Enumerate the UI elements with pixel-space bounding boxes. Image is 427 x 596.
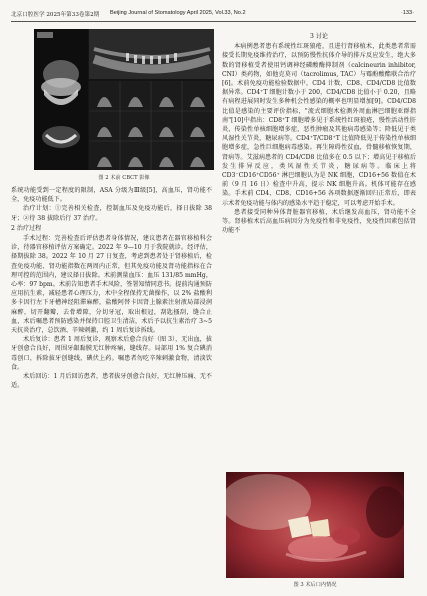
intraoral-photo-art	[226, 472, 404, 578]
figure-2-cbct	[34, 29, 214, 170]
left-column	[11, 186, 212, 390]
left-paragraph-1: 系统功能受到一定程度的限制，ASA 分级为Ⅲ级[5]，高血压，肾功能不全，免疫功能低下。	[11, 187, 212, 204]
right-paragraph-2: 患者接受同种异体肾脏器官移植，术后继发高血压，肾功能不全等。肾移植术后高血压病因分为免疫性和非免疫性，免疫性因素包括肾功能不	[222, 208, 416, 235]
section-heading-discussion: 3 讨论	[309, 33, 328, 40]
right-column	[222, 31, 416, 235]
journal-title-cn: 北京口腔医学 2025年第33卷第2期	[11, 12, 100, 18]
left-paragraph-2: 治疗计划：①完善相关检查，控制血压及免疫功能后，择日拔除 38 牙；②待 38 拔除后行 37 治疗。	[11, 205, 212, 222]
left-paragraph-3: 手术过程：完善检查后评估患者身体情况，建议患者在器官移植科会诊，待器官移植评估方案确定。2022 年 9—10 月于我院就诊。经评估，择期拔除 38。2022 年 10 月 27 日复查，考虑到患者处于肾移植后，检查免疫功能、肾功能指数在两周内正常，但其免疫功能及肾功能指标在合理可控的范围内，建议择日拔除。术前测量血压：血压 131/85 mmHg，心率：97 bpm。术前告知患者手术风险，签署知情同意书。提前沟通预防应用抗生素，减轻患者心理压力，术中全程保持无菌操作，以 2% 盐酸利多卡因行左下牙槽神经阻滞麻醉，盐酸阿替卡因肾上腺素注射液局部浸润麻醉，切开翻瓣，去骨增隙，分切牙冠，取出根冠，刮匙搔刮，缝合止血，术后嘱患者预防感染并保持口腔卫生清洁，术后予以抗生素治疗 3~5 天抗炎治疗，总饮酒、辛辣刺激，约 1 周后复诊拆线。	[11, 235, 212, 335]
cbct-image-art	[34, 29, 214, 170]
left-paragraph-4: 术后复诊：患者 1 周后复诊，观察术后愈合良好（图 3），无出血，拔牙创愈合良好，周围牙龈黏膜无红肿疼痛，缝线存。局部用 1% 复合碘消毒创口，拆除拔牙创缝线，碘伏上药。嘱患者勿吃辛辣刺激食物，清淡饮食。	[11, 336, 212, 371]
figure-3-caption: 图 3 术后口内情况	[293, 582, 337, 588]
page-header	[11, 7, 416, 22]
section-heading-treatment: 2 治疗过程	[11, 224, 42, 232]
figure-2-caption: 图 2 术前 CBCT 影像	[98, 175, 150, 181]
page-number: ·133·	[400, 10, 414, 16]
right-paragraph-1: 本病例患者患有系统性红斑狼疮，且进行肾移植术，此类患者常需接受长期免疫维持治疗，以预防慢性抗体介导的排斥反应发生，绝大多数的肾移植受者使用钙调神经磷酸酶抑制剂（calcineurin inhibitor, CNI）类药物，如他克莫司（tacrolimus, TAC）与霉酚酸酯联合治疗[6]。术前免疫功能检验数据中，CD4 计数、CD8、CD4/CD8 比值数据异常。CD4⁺T 细胞计数小于 200，CD4/CD8 比值小于 0.20，且略有病程进展同时发生多种机会性感染的概率也明显增加[9]。CD4/CD8 比值是感染的主要评价指标，"流式细胞术检测外周血淋巴细胞亚群指南"[10]中指出：CD8⁺T 细胞增多见于系统性红斑狼疮，慢性活动性肝炎，传染性单核细胞增多症，恶性肿瘤及其他病毒感染等；降低见于类风湿性关节炎，糖尿病等。CD4⁺T/CD8⁺T 比值降低见于传染性单核细胞增多症，急性巨细胞病毒感染。再生障碍性贫血，骨髓移植恢复期，肾病等。艾滋病患者的 CD4/CD8 比值多在 0.5 以下；增高见于移植后发生排异反应，类风湿性关节炎，糖尿病等。临床上将 CD3⁻CD16⁺CD56⁺ 淋巴细胞认为是 NK 细胞，CD16+56 数值在术前（9 月 16 日）检查中升高，提示 NK 细胞升高。机体可能存在感染。手术前 CD4、CD8、CD16+56 各项数据逐渐回归正常后，即表示术者免疫功能与体内的感染水平趋于稳定，可以考虑开始手术。	[222, 43, 416, 207]
figure-3-intraoral-photo	[226, 472, 404, 578]
left-paragraph-5: 术后回访：1 月后回访患者，患者拔牙创愈合良好，无红肿压痛、无不适。	[11, 373, 212, 390]
journal-title-en: Beijing Journal of Stomatology April 2025, Vol.33, No.2	[110, 10, 246, 16]
